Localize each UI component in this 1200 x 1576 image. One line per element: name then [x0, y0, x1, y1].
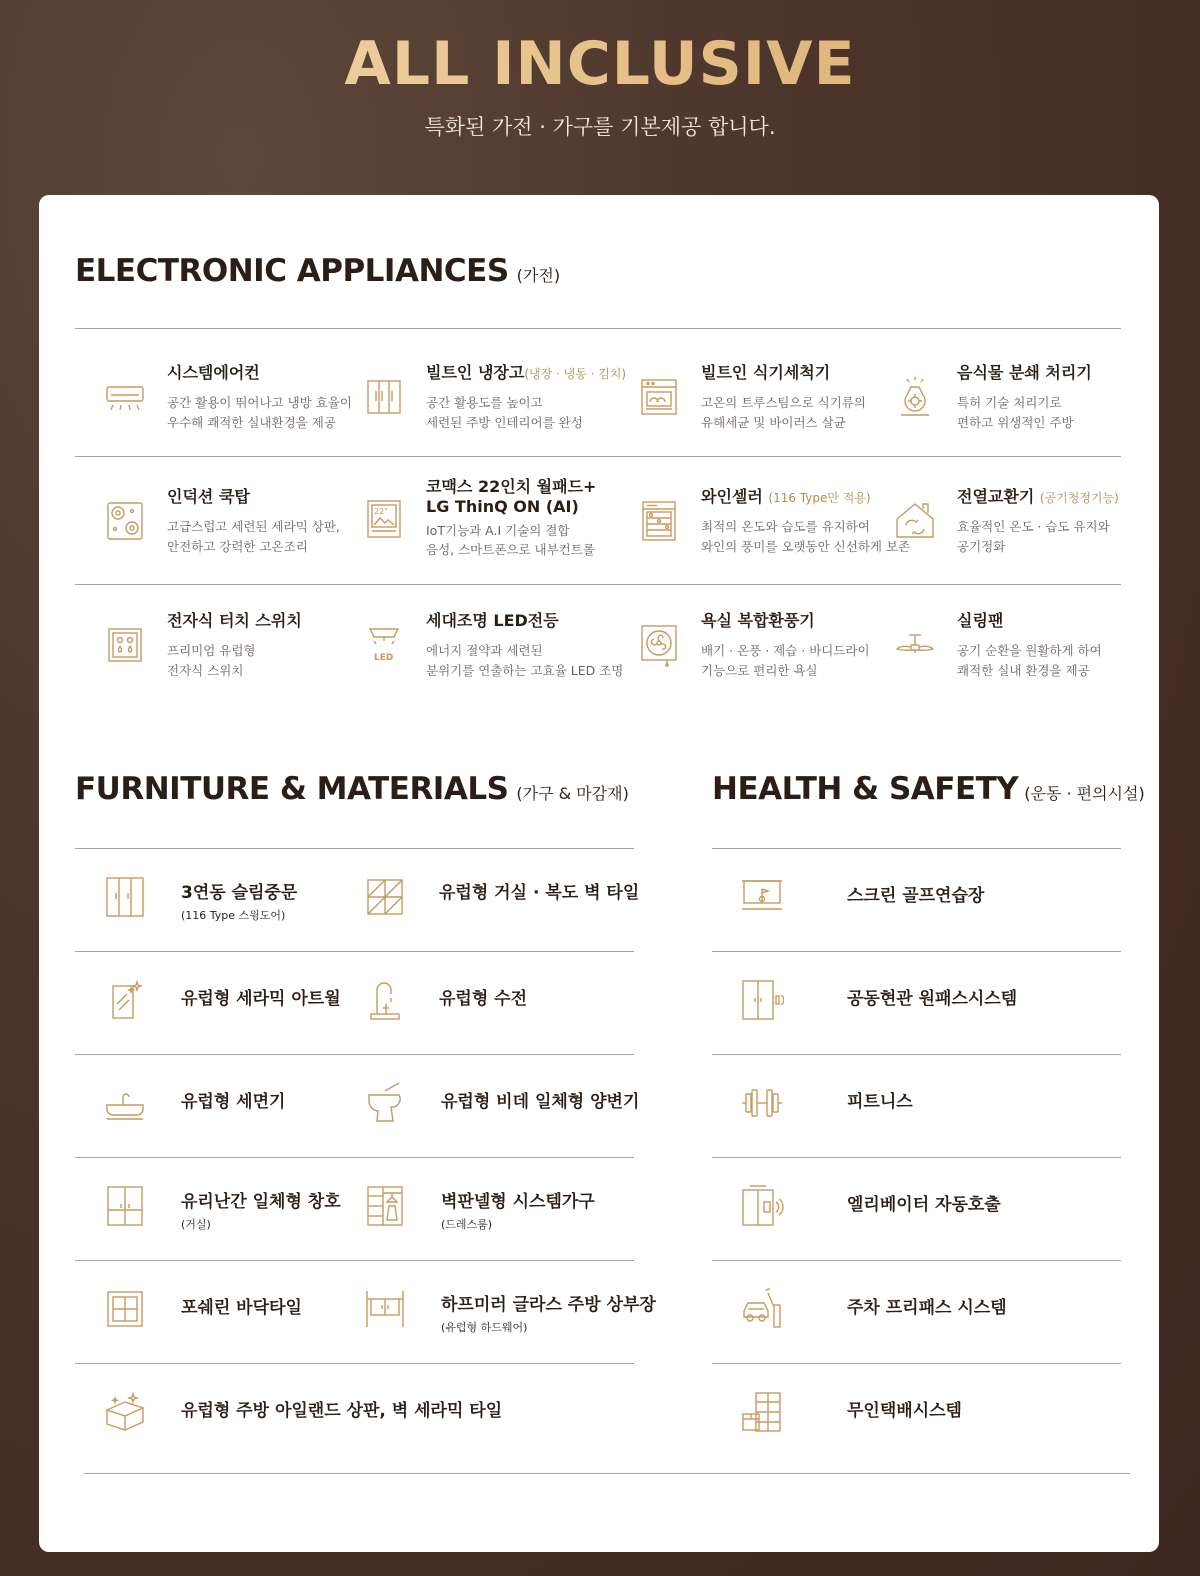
appliance-item — [75, 487, 340, 597]
faucet-icon — [363, 978, 407, 1022]
kitchen-cabinet-icon — [363, 1287, 407, 1331]
health-item — [712, 1073, 1121, 1133]
appliance-desc: 배기 · 온풍 · 제습 · 바디드라이 — [701, 643, 870, 658]
divider — [75, 1260, 634, 1261]
furniture-note: (유럽형 하드웨어) — [441, 1321, 528, 1334]
parking-icon — [740, 1287, 784, 1331]
appliance-title: 전열교환기 (공기청정기능) — [957, 487, 1119, 506]
furniture-item — [75, 867, 335, 927]
appliance-desc: 프리미엄 유럽형 — [167, 643, 256, 658]
induction-cooktop-icon — [103, 499, 147, 543]
washbasin-icon — [103, 1081, 147, 1125]
appliance-title: 코맥스 22인치 월패드+ LG ThinQ ON (AI) — [426, 477, 597, 516]
appliance-tag: (116 Type만 적용) — [768, 491, 871, 505]
furniture-item — [75, 1382, 635, 1442]
divider — [75, 584, 1121, 585]
appliances-subtitle: (가전) — [516, 266, 561, 285]
hero-title: ALL INCLUSIVE — [0, 26, 1200, 102]
appliance-item — [334, 477, 597, 587]
furniture-subtitle: (가구 & 마감재) — [516, 784, 629, 803]
health-label: 주차 프리패스 시스템 — [847, 1298, 1007, 1318]
divider — [712, 1363, 1121, 1364]
divider — [75, 1157, 634, 1158]
appliance-desc: 효율적인 온도 · 습도 유지와 — [957, 519, 1110, 534]
appliance-desc: 분위기를 연출하는 고효율 LED 조명 — [426, 663, 624, 678]
dumbbell-icon — [740, 1081, 784, 1125]
furniture-item — [335, 1279, 655, 1339]
divider — [84, 1473, 1130, 1474]
island-counter-icon — [103, 1390, 147, 1434]
furniture-label: 유럽형 세면기 — [181, 1092, 286, 1112]
touch-switch-icon — [103, 623, 147, 667]
wall-tile-icon — [363, 875, 407, 919]
furniture-label: 유럽형 세라믹 아트월 — [181, 989, 341, 1009]
health-item — [712, 1176, 1121, 1236]
furniture-label: 3연동 슬림중문 — [181, 883, 298, 903]
appliance-title: 실링팬 — [957, 611, 1004, 630]
art-wall-icon — [103, 978, 147, 1022]
furniture-note: (116 Type 스윙도어) — [181, 909, 286, 922]
appliance-desc: 와인의 풍미를 오랫동안 신선하게 보존 — [701, 539, 911, 554]
sliding-door-icon — [103, 875, 147, 919]
wallpad-icon — [362, 497, 406, 541]
window-icon — [103, 1184, 147, 1228]
divider — [712, 951, 1121, 952]
furniture-label: 벽판넬형 시스템가구 — [441, 1192, 595, 1212]
divider — [75, 1363, 634, 1364]
health-label: 무인택배시스템 — [847, 1401, 962, 1421]
furniture-item — [75, 970, 341, 1030]
appliances-heading — [75, 253, 560, 289]
appliance-title: 욕실 복합환풍기 — [701, 611, 815, 630]
furniture-item — [335, 1176, 635, 1236]
svg-text:22": 22" — [374, 507, 388, 516]
health-item — [712, 1279, 1121, 1339]
dishwasher-icon — [637, 375, 681, 419]
divider — [712, 1054, 1121, 1055]
health-label: 피트니스 — [847, 1092, 913, 1112]
appliance-desc: 편하고 위생적인 주방 — [957, 415, 1074, 430]
ceiling-fan-icon — [893, 623, 937, 667]
refrigerator-icon — [362, 375, 406, 419]
furniture-label: 유럽형 거실 · 복도 벽 타일 — [439, 883, 640, 903]
air-conditioner-icon — [103, 375, 147, 419]
appliance-item — [75, 611, 335, 721]
divider — [75, 951, 634, 952]
health-item — [712, 970, 1121, 1030]
appliance-tag: (공기청정기능) — [1039, 491, 1119, 505]
content-card — [39, 195, 1159, 1552]
health-item — [712, 1382, 1121, 1442]
bathroom-fan-icon — [637, 623, 681, 667]
appliance-desc: 공기정화 — [957, 539, 1006, 554]
furniture-item — [75, 1279, 335, 1339]
furniture-item — [75, 1176, 341, 1236]
screen-golf-icon — [740, 875, 784, 919]
led-light-icon — [362, 623, 406, 667]
appliance-title: 전자식 터치 스위치 — [167, 611, 302, 630]
svg-text:LED: LED — [374, 653, 394, 663]
health-heading — [712, 771, 1145, 807]
toilet-icon — [363, 1081, 407, 1125]
furniture-label: 유럽형 수전 — [439, 989, 528, 1009]
appliance-title: 와인셀러 (116 Type만 적용) — [701, 487, 871, 506]
entrance-onepass-icon — [740, 978, 784, 1022]
furniture-item — [335, 970, 635, 1030]
appliance-desc: 우수해 쾌적한 실내환경을 제공 — [167, 415, 336, 430]
appliance-item — [609, 487, 911, 597]
appliance-item — [865, 487, 1125, 597]
furniture-note: (거실) — [181, 1218, 211, 1231]
furniture-label: 하프미러 글라스 주방 상부장 — [441, 1295, 656, 1315]
health-label: 엘리베이터 자동호출 — [847, 1195, 1001, 1215]
appliance-desc: 고온의 트루스팀으로 식기류의 — [701, 395, 866, 410]
appliance-item — [865, 611, 1125, 721]
divider — [712, 848, 1121, 849]
parcel-locker-icon — [740, 1390, 784, 1434]
divider — [75, 456, 1121, 457]
furniture-label: 유럽형 비데 일체형 양변기 — [441, 1092, 640, 1112]
heat-exchanger-icon — [893, 499, 937, 543]
divider — [75, 1054, 634, 1055]
appliance-desc: 기능으로 편리한 욕실 — [701, 663, 818, 678]
divider — [712, 1157, 1121, 1158]
health-label: 공동현관 원패스시스템 — [847, 989, 1018, 1009]
appliance-desc: 고급스럽고 세련된 세라믹 상판, — [167, 519, 340, 534]
appliance-desc: 공간 활용도를 높이고 — [426, 395, 543, 410]
appliance-desc: 최적의 온도와 습도를 유지하여 — [701, 519, 870, 534]
appliance-desc: 공기 순환을 원활하게 하여 — [957, 643, 1102, 658]
appliance-desc: 유해세균 및 바이러스 살균 — [701, 415, 846, 430]
furniture-item — [335, 867, 640, 927]
health-subtitle: (운동 · 편의시설) — [1024, 784, 1145, 803]
appliance-title: 인덕션 쿡탑 — [167, 487, 250, 506]
health-title: HEALTH & SAFETY — [712, 771, 1019, 807]
appliance-desc: 공간 활용이 뛰어나고 냉방 효율이 — [167, 395, 352, 410]
appliance-desc: 전자식 스위치 — [167, 663, 244, 678]
appliance-item — [334, 611, 624, 721]
furniture-item — [75, 1073, 335, 1133]
floor-tile-icon — [103, 1287, 147, 1331]
furniture-label: 포쉐린 바닥타일 — [181, 1298, 302, 1318]
wine-cellar-icon — [637, 499, 681, 543]
furniture-label: 유럽형 주방 아일랜드 상판, 벽 세라믹 타일 — [181, 1401, 503, 1421]
health-item — [712, 867, 1121, 927]
divider — [75, 328, 1121, 329]
hero-subtitle: 특화된 가전 · 가구를 기본제공 합니다. — [424, 115, 776, 139]
appliance-title: 음식물 분쇄 처리기 — [957, 363, 1092, 382]
appliance-title: 시스템에어컨 — [167, 363, 260, 382]
appliance-desc: 쾌적한 실내 환경을 제공 — [957, 663, 1090, 678]
appliance-desc: 음성, 스마트폰으로 내부컨트롤 — [426, 542, 595, 557]
divider — [712, 1260, 1121, 1261]
appliance-desc: IoT기능과 A.I 기술의 결합 — [426, 523, 570, 538]
food-disposer-icon — [893, 375, 937, 419]
appliances-title: ELECTRONIC APPLIANCES — [75, 253, 509, 289]
elevator-icon — [740, 1184, 784, 1228]
wardrobe-icon — [363, 1184, 407, 1228]
furniture-heading — [75, 771, 629, 807]
appliance-desc: 안전하고 강력한 고온조리 — [167, 539, 308, 554]
health-label: 스크린 골프연습장 — [847, 886, 985, 906]
appliance-desc: 세련된 주방 인테리어를 완성 — [426, 415, 583, 430]
appliance-desc: 특허 기술 처리기로 — [957, 395, 1062, 410]
furniture-note: (드레스룸) — [441, 1218, 493, 1231]
furniture-label: 유리난간 일체형 창호 — [181, 1192, 341, 1212]
appliance-title: 빌트인 냉장고(냉장 · 냉동 · 김치) — [426, 363, 627, 382]
appliance-item — [609, 611, 869, 721]
divider — [75, 848, 634, 849]
appliance-tag: (냉장 · 냉동 · 김치) — [524, 367, 627, 381]
appliance-desc: 에너지 절약과 세련된 — [426, 643, 543, 658]
furniture-item — [335, 1073, 640, 1133]
furniture-title: FURNITURE & MATERIALS — [75, 771, 509, 807]
appliance-title: 빌트인 식기세척기 — [701, 363, 831, 382]
appliance-title: 세대조명 LED전등 — [426, 611, 559, 630]
